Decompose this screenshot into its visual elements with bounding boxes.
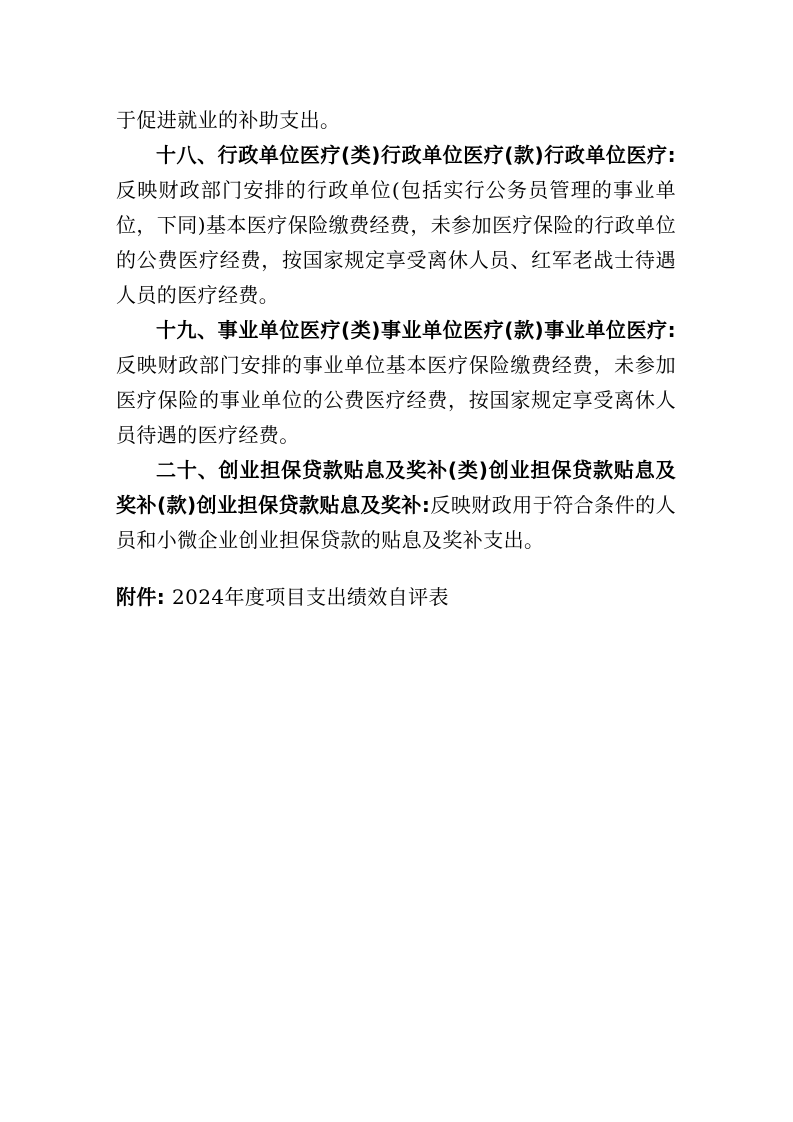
attachment-text: 2024年度项目支出绩效自评表 [171, 585, 449, 609]
document-page [116, 103, 676, 615]
section-20-heading: 二十、创业担保贷款贴息及奖补(类)创业担保贷款贴息及奖补(款)创业担保贷款贴息及奖补: [116, 458, 676, 517]
section-19-body: 反映财政部门安排的事业单位基本医疗保险缴费经费，未参加医疗保险的事业单位的公费医疗经费，按国家规定享受离休人员待遇的医疗经费。 [116, 353, 676, 447]
attachment-line [116, 580, 676, 615]
continuation-paragraph: 于促进就业的补助支出。 [116, 108, 341, 132]
section-18 [116, 138, 676, 313]
section-19-heading: 十九、事业单位医疗(类)事业单位医疗(款)事业单位医疗: [156, 318, 676, 342]
section-18-body: 反映财政部门安排的行政单位(包括实行公务员管理的事业单位，下同)基本医疗保险缴费经费，未参加医疗保险的行政单位的公费医疗经费，按国家规定享受离休人员、红军老战士待遇人员的医疗经费。 [116, 178, 676, 307]
section-19 [116, 313, 676, 453]
section-20 [116, 453, 676, 558]
attachment-label: 附件: [116, 585, 166, 609]
section-18-heading: 十八、行政单位医疗(类)行政单位医疗(款)行政单位医疗: [156, 143, 676, 167]
section-20-body: 反映财政用于符合条件的人员和小微企业创业担保贷款的贴息及奖补支出。 [116, 493, 676, 552]
